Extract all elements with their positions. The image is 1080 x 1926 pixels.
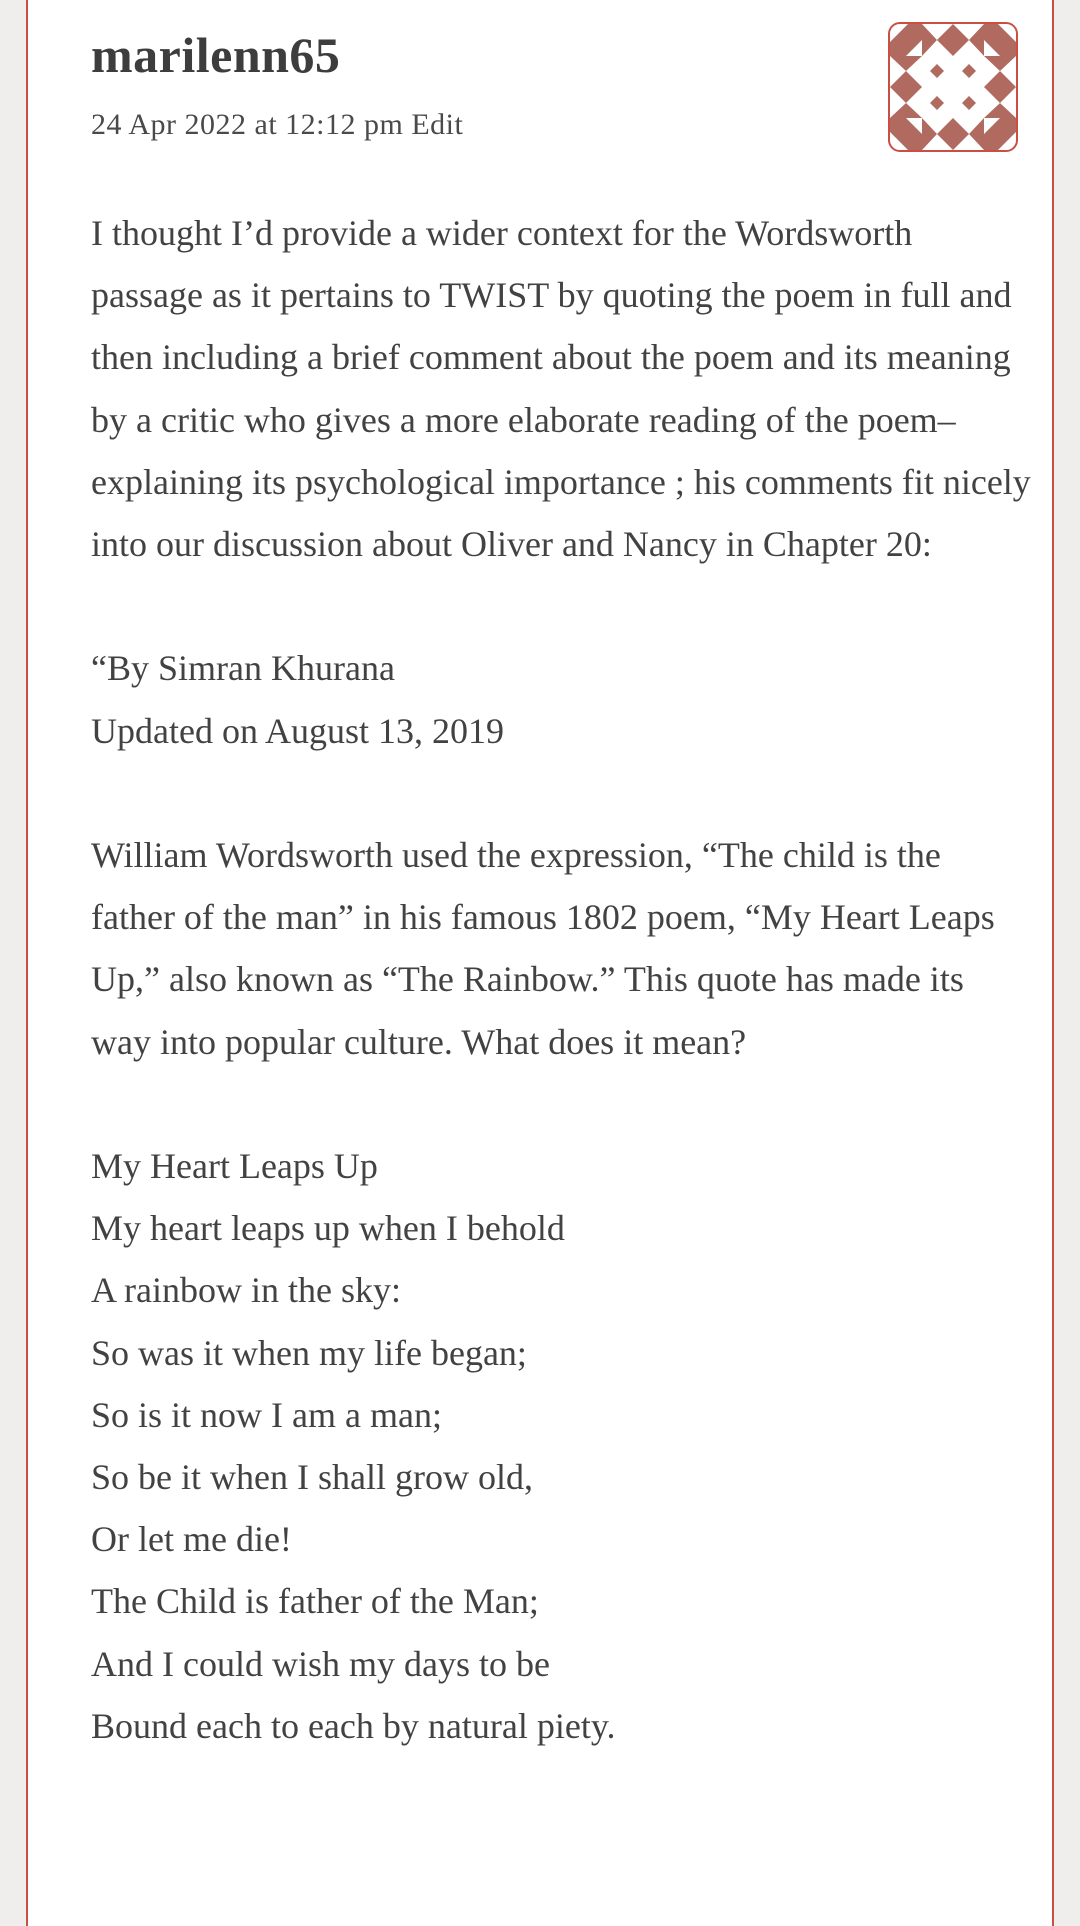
- identicon-avatar-icon: [888, 22, 1018, 152]
- comment-card: [26, 0, 1054, 1926]
- byline-author: “By Simran Khurana: [91, 648, 395, 689]
- poem-line: A rainbow in the sky:: [91, 1270, 401, 1311]
- poem-line: Or let me die!: [91, 1519, 292, 1560]
- comment-paragraph: William Wordsworth used the expression, “The child is the father of the man” in his famous 1802 poem, “My Heart Leaps Up,” also known as “The Rainbow.” This quote has made its way into popular culture. What does it mean?: [91, 835, 995, 1062]
- poem-line: Bound each to each by natural piety.: [91, 1705, 616, 1746]
- poem-line: And I could wish my days to be: [91, 1643, 550, 1684]
- poem-title: My Heart Leaps Up: [91, 1146, 378, 1186]
- comment-body: [91, 202, 1031, 1819]
- edit-link[interactable]: Edit: [411, 108, 464, 141]
- poem-line: The Child is father of the Man;: [91, 1581, 539, 1622]
- comment-meta: [91, 108, 463, 142]
- byline-date: Updated on August 13, 2019: [91, 710, 504, 751]
- byline: [91, 637, 1031, 761]
- poem-line: So is it now I am a man;: [91, 1394, 442, 1435]
- comment-author[interactable]: marilenn65: [91, 27, 341, 83]
- poem: [91, 1135, 1031, 1757]
- poem-line: So was it when my life began;: [91, 1332, 527, 1373]
- poem-line: My heart leaps up when I behold: [91, 1208, 565, 1249]
- comment-paragraph: I thought I’d provide a wider context for the Wordsworth passage as it pertains to TWIST by quoting the poem in full and then including a brief comment about the poem and its meaning by a critic who gives a more elaborate reading of the poem–explaining its psychological importance ; his comments fit nicely into our discussion about Oliver and Nancy in Chapter 20:: [91, 213, 1031, 565]
- avatar-pattern: [890, 24, 1016, 150]
- poem-line: So be it when I shall grow old,: [91, 1457, 533, 1498]
- comment-timestamp-link[interactable]: 24 Apr 2022 at 12:12 pm: [91, 108, 404, 141]
